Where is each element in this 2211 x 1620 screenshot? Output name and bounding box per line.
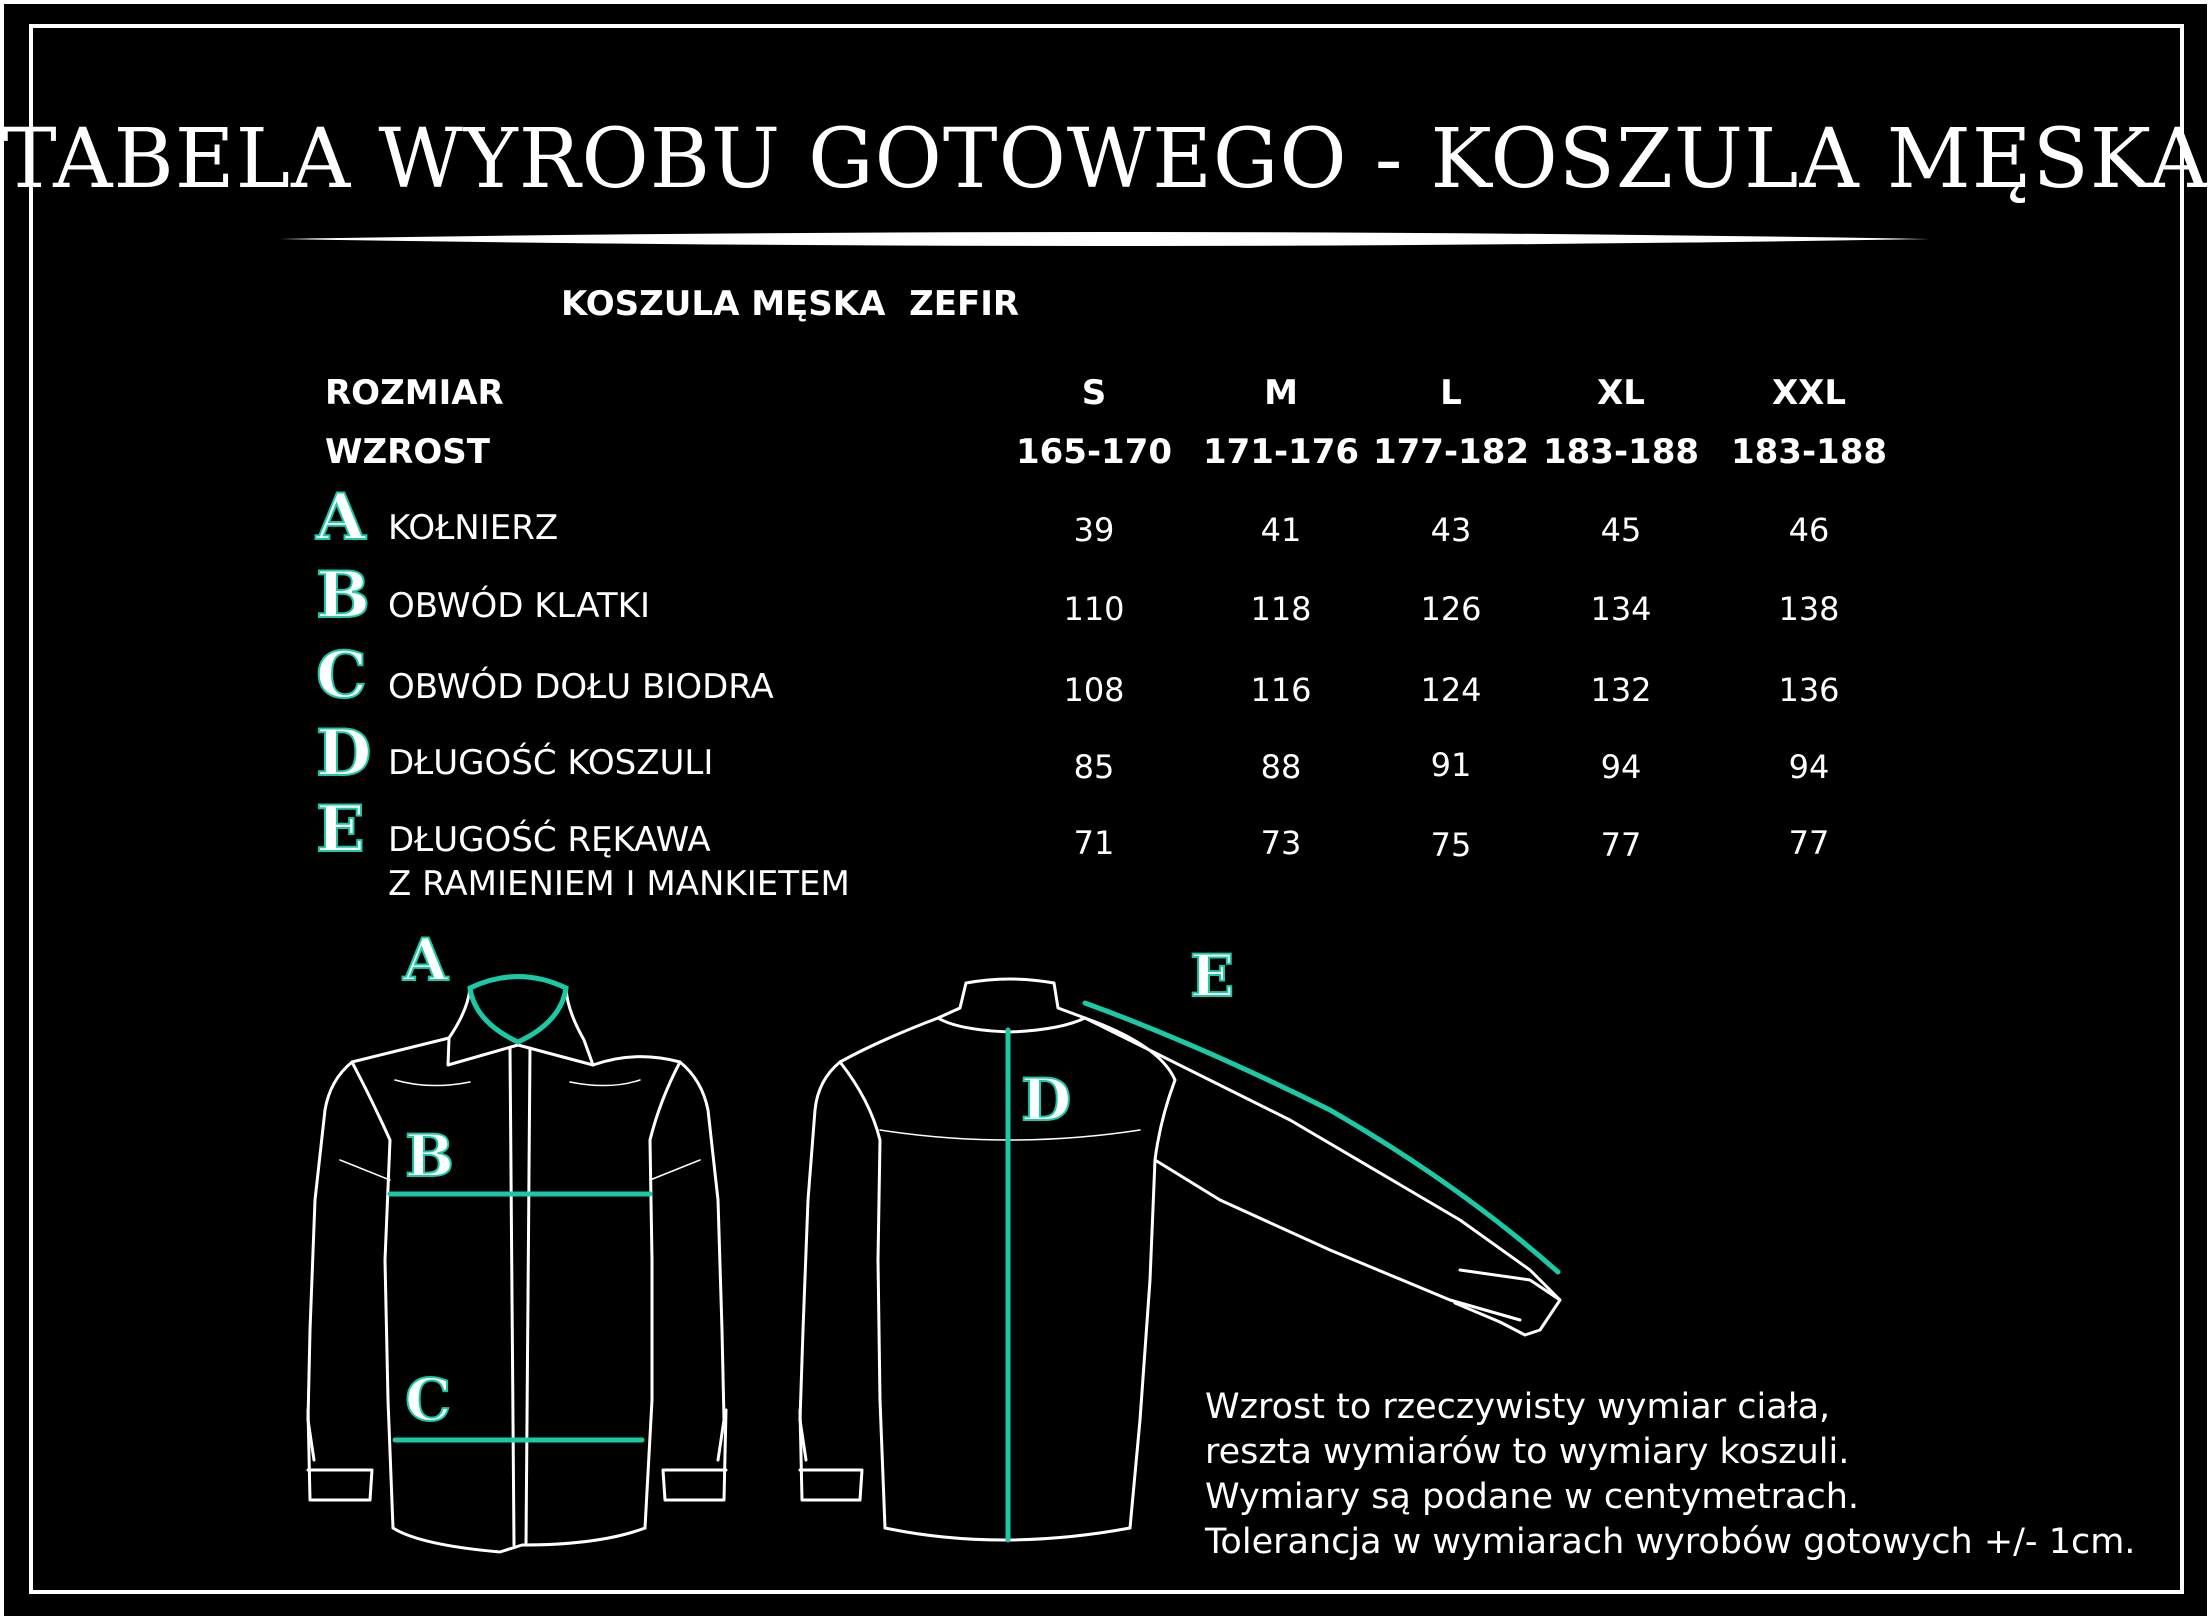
row-name-b: OBWÓD KLATKI [388,586,650,626]
value-b-xl: 134 [1590,590,1652,628]
measure-line-a [470,977,566,1043]
value-a-xl: 45 [1600,511,1642,549]
height-l: 177-182 [1372,432,1530,472]
row-name-e-line2: Z RAMIENIEM I MANKIETEM [388,864,850,904]
value-d-m: 88 [1260,748,1302,786]
value-e-l: 75 [1430,826,1472,864]
note-line: Wzrost to rzeczywisty wymiar ciała, [1205,1387,1831,1427]
height-xl: 183-188 [1542,432,1700,472]
note-line: Tolerancja w wymiarach wyrobów gotowych +/- 1cm. [1205,1522,2136,1562]
value-b-m: 118 [1250,590,1312,628]
row-name-c: OBWÓD DOŁU BIODRA [388,667,774,707]
value-d-s: 85 [1073,748,1115,786]
value-e-xl: 77 [1600,826,1642,864]
size-s: S [1081,373,1107,413]
size-xxl: XXL [1771,373,1847,413]
value-d-l: 91 [1430,746,1472,784]
height-row-label: WZROST [325,432,490,472]
row-name-d: DŁUGOŚĆ KOSZULI [388,743,714,783]
front-shirt-outline [308,978,726,1553]
size-row-label: ROZMIAR [325,373,504,413]
height-m: 171-176 [1202,432,1360,472]
value-e-s: 71 [1073,824,1115,862]
value-a-m: 41 [1260,511,1302,549]
value-a-xxl: 46 [1788,511,1830,549]
value-b-l: 126 [1420,590,1482,628]
row-letter-b: B [316,558,371,633]
value-b-xxl: 138 [1778,590,1840,628]
diagram-letter-c: C [405,1366,452,1434]
diagram-letter-d: D [1021,1066,1072,1134]
note-line: reszta wymiarów to wymiary koszuli. [1205,1432,1850,1472]
value-c-xl: 132 [1590,671,1652,709]
size-xl: XL [1597,373,1645,413]
note-line: Wymiary są podane w centymetrach. [1205,1477,1860,1517]
diagram-letter-b: B [405,1122,455,1190]
value-c-m: 116 [1250,671,1312,709]
notes-block [1205,1385,2135,1565]
height-xxl: 183-188 [1730,432,1888,472]
row-letter-c: C [316,638,367,713]
row-letter-a: A [316,480,366,555]
value-e-xxl: 77 [1788,824,1830,862]
page-title: TABELA WYROBU GOTOWEGO - KOSZULA MĘSKA [2,112,2209,207]
size-m: M [1264,373,1298,413]
diagram-letter-e: E [1190,942,1235,1010]
value-a-l: 43 [1430,511,1472,549]
value-c-l: 124 [1420,671,1482,709]
value-c-s: 108 [1063,671,1125,709]
diagram-letter-a: A [403,926,449,994]
row-name-a: KOŁNIERZ [388,508,559,548]
value-b-s: 110 [1063,590,1125,628]
value-c-xxl: 136 [1778,671,1840,709]
size-l: L [1440,373,1462,413]
product-subtitle: KOSZULA MĘSKA ZEFIR [560,284,1020,324]
value-d-xxl: 94 [1788,748,1830,786]
height-s: 165-170 [1015,432,1173,472]
row-letter-e: E [316,792,365,867]
value-a-s: 39 [1073,511,1115,549]
row-letter-d: D [316,716,372,791]
value-e-m: 73 [1260,824,1302,862]
row-name-e: DŁUGOŚĆ RĘKAWA [388,820,711,860]
value-d-xl: 94 [1600,748,1642,786]
